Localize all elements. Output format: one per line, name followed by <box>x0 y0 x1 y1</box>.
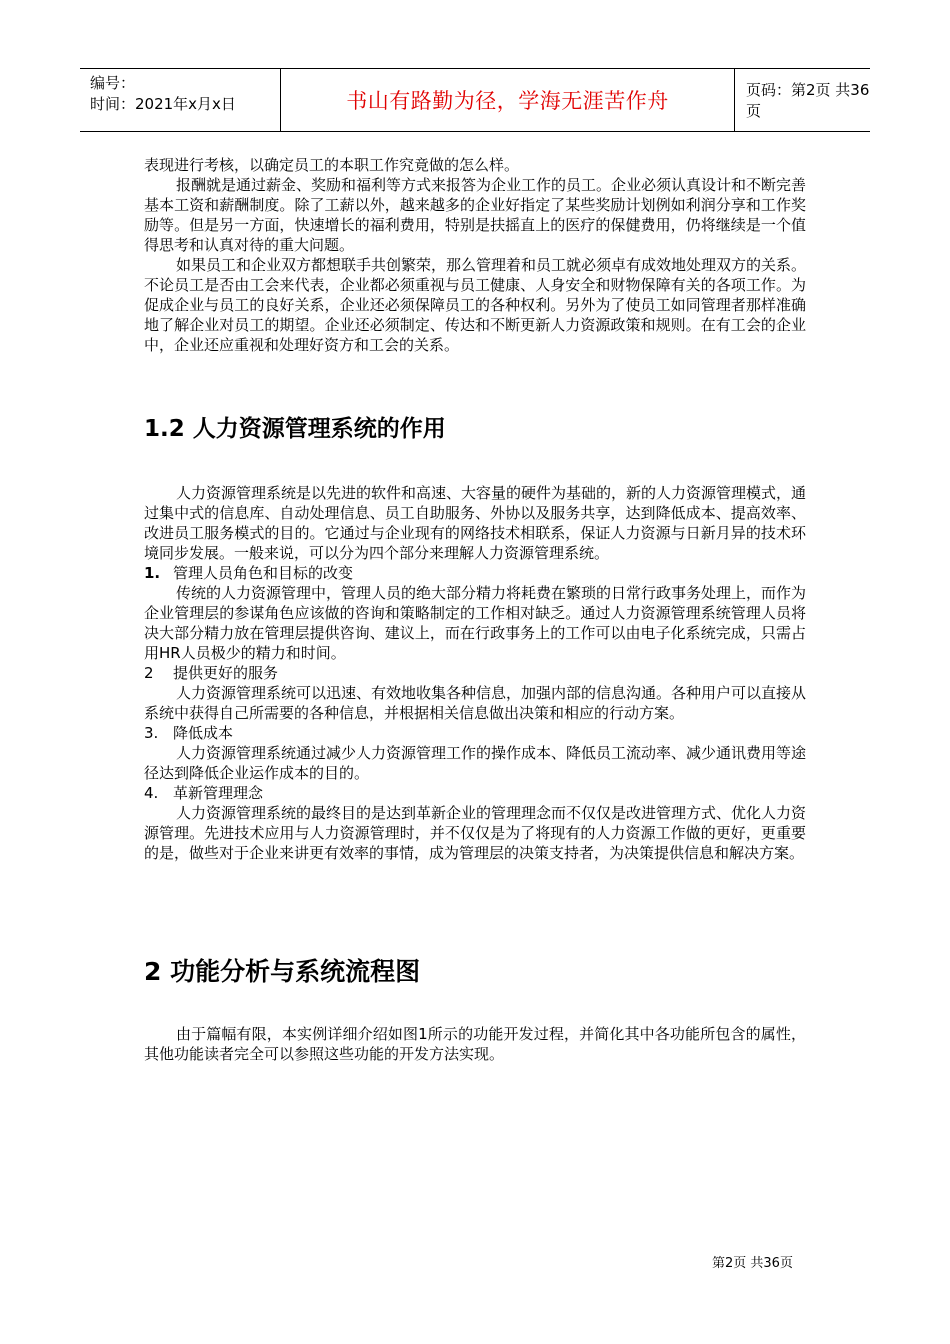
list-item-title <box>144 563 806 583</box>
header-meta <box>80 69 281 131</box>
paragraph: 由于篇幅有限，本实例详细介绍如图1所示的功能开发过程，并简化其中各功能所包含的属性，其他功能读者完全可以参照这些功能的开发方法实现。 <box>144 1025 806 1063</box>
list-item-title <box>144 663 806 683</box>
header-page-label: 页码：第2页 共36页 <box>746 81 870 120</box>
time-label: 时间：2021年x月x日 <box>90 95 236 113</box>
list-item-title <box>144 783 806 803</box>
list-item-body: 人力资源管理系统的最终目的是达到革新企业的管理理念而不仅仅是改进管理方式、优化人力资源管理。先进技术应用与人力资源管理时，并不仅仅是为了将现有的人力资源工作做的更好，更重要的是，做些对于企业来讲更有效率的事情，成为管理层的决策支持者，为决策提供信息和解决方案。 <box>144 804 807 862</box>
list-item-body: 人力资源管理系统通过减少人力资源管理工作的操作成本、降低员工流动率、减少通讯费用等途径达到降低企业运作成本的目的。 <box>144 744 807 782</box>
paragraph: 如果员工和企业双方都想联手共创繁荣，那么管理着和员工就必须卓有成效地处理双方的关系。不论员工是否由工会来代表，企业都必须重视与员工健康、人身安全和财物保障有关的各项工作。为促成企业与员工的良好关系，企业还必须保障员工的各种权利。另外为了使员工如同管理者那样准确地了解企业对员工的期望。企业还必须制定、传达和不断更新人力资源政策和规则。在有工会的企业中，企业还应重视和处理好资方和工会的关系。 <box>144 256 807 354</box>
section-heading-1-2: 1.2 人力资源管理系统的作用 <box>144 416 446 442</box>
section-2-body <box>144 1024 806 1064</box>
list-item-title <box>144 723 806 743</box>
section-1-2-body <box>144 483 806 863</box>
page-header <box>80 68 870 132</box>
list-title: 革新管理理念 <box>173 784 264 802</box>
paragraph: 报酬就是通过薪金、奖励和福利等方式来报答为企业工作的员工。企业必须认真设计和不断完善基本工资和薪酬制度。除了工薪以外，越来越多的企业好指定了某些奖励计划例如利润分享和工作奖励等。但是另一方面，快速增长的福利费用，特别是扶摇直上的医疗的保健费用，仍将继续是一个值得思考和认真对待的重大问题。 <box>144 176 807 254</box>
intro-block <box>144 155 806 355</box>
list-item-body: 人力资源管理系统可以迅速、有效地收集各种信息，加强内部的信息沟通。各种用户可以直接从系统中获得自己所需要的各种信息，并根据相关信息做出决策和相应的行动方案。 <box>144 684 807 722</box>
list-title: 提供更好的服务 <box>173 664 279 682</box>
section-heading-2: 2 功能分析与系统流程图 <box>144 957 421 986</box>
list-number: 1. <box>144 564 161 582</box>
page-footer: 第2页 共36页 <box>712 1256 793 1271</box>
list-title: 降低成本 <box>173 724 234 742</box>
header-motto: 书山有路勤为径，学海无涯苦作舟 <box>281 69 735 131</box>
list-item-body: 传统的人力资源管理中，管理人员的绝大部分精力将耗费在繁琐的日常行政事务处理上，而作为企业管理层的参谋角色应该做的咨询和策略制定的工作相对缺乏。通过人力资源管理系统管理人员将决大部分精力放在管理层提供咨询、建议上，而在行政事务上的工作可以由电子化系统完成，只需占用HR人员极少的精力和时间。 <box>144 584 807 662</box>
number-label: 编号： <box>90 74 136 92</box>
list-number: 2 <box>144 664 154 682</box>
list-number: 4. <box>144 784 159 802</box>
paragraph: 人力资源管理系统是以先进的软件和高速、大容量的硬件为基础的，新的人力资源管理模式，通过集中式的信息库、自动处理信息、员工自助服务、外协以及服务共享，达到降低成本、提高效率、改进员工服务模式的目的。它通过与企业现有的网络技术相联系，保证人力资源与日新月异的技术环境同步发展。一般来说，可以分为四个部分来理解人力资源管理系统。 <box>144 484 807 562</box>
list-title: 管理人员角色和目标的改变 <box>173 564 354 582</box>
paragraph: 表现进行考核，以确定员工的本职工作究竟做的怎么样。 <box>144 156 520 174</box>
list-number: 3. <box>144 724 159 742</box>
